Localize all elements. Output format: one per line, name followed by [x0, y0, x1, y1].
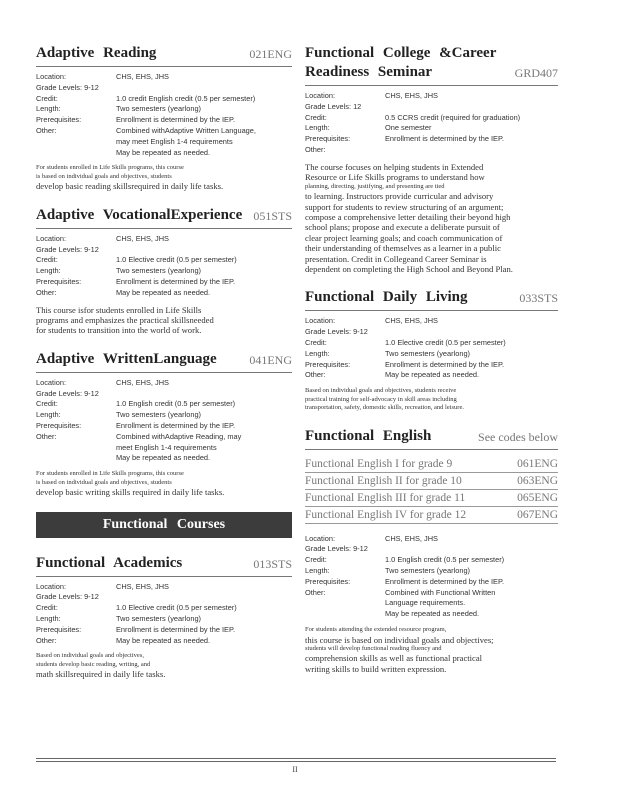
- info-value: [385, 555, 558, 566]
- info-value-line: Enrollment is determined by the IEP.: [116, 420, 235, 430]
- info-row: [305, 327, 558, 338]
- info-label: Location:: [305, 533, 335, 543]
- description-line: presentation. Credit in Collegeand Career Seminar is: [305, 253, 487, 264]
- info-row: [36, 421, 292, 432]
- course-code: 041ENG: [249, 352, 292, 367]
- info-value-line: Enrollment is determined by the IEP.: [385, 134, 504, 144]
- footer-line: [36, 761, 556, 762]
- info-value: [385, 338, 558, 349]
- course-functional-college-career-readiness: [305, 44, 558, 274]
- course-title: Functional English: [305, 427, 432, 444]
- info-row: [305, 370, 558, 381]
- info-row: [305, 544, 558, 555]
- info-value-line: 1.0 Elective credit (0.5 per semester): [116, 255, 237, 265]
- description-line: math skillsrequired in daily life tasks.: [36, 669, 166, 680]
- info-label: Other:: [36, 431, 57, 441]
- description-line: This course isfor students enrolled in Life Skills: [36, 304, 202, 315]
- info-value: [116, 582, 292, 593]
- course-functional-daily-living: [305, 288, 558, 412]
- info-label: Prerequisites:: [305, 134, 351, 144]
- info-value: [116, 614, 292, 625]
- info-value-line: Two semesters (yearlong): [385, 348, 471, 358]
- course-header: [305, 427, 558, 450]
- grade-course-name: Functional English II for grade 10: [305, 474, 462, 487]
- info-value: [99, 83, 292, 94]
- info-value-line: 1.0 Elective credit (0.5 per semester): [116, 603, 237, 613]
- grade-course-code: 067ENG: [517, 508, 558, 521]
- info-value-line: May be repeated as needed.: [116, 287, 211, 297]
- info-value: [385, 91, 558, 102]
- info-label: Grade Levels: 9-12: [36, 82, 99, 92]
- grade-course-code: 061ENG: [517, 457, 558, 470]
- info-row: [305, 316, 558, 327]
- description-line: this course is based on individual goals and objectives;: [305, 634, 494, 645]
- info-value-line: Combined withAdaptive Reading, may: [116, 431, 242, 441]
- page-number: II: [292, 765, 298, 774]
- info-value-line: Language requirements.: [385, 598, 466, 608]
- info-row: [305, 123, 558, 134]
- info-row: [36, 83, 292, 94]
- info-label: Other:: [305, 144, 326, 154]
- info-value: [116, 378, 292, 389]
- course-title: Readiness Seminar: [305, 64, 433, 80]
- course-description: [36, 164, 292, 191]
- info-value-line: 0.5 CCRS credit (required for graduation): [385, 112, 521, 122]
- info-value-line: Two semesters (yearlong): [116, 410, 202, 420]
- info-value: [99, 389, 292, 400]
- description-line: For students attending the extended resource program,: [305, 626, 447, 633]
- info-value: [361, 102, 558, 113]
- info-value: [116, 234, 292, 245]
- info-value-line: Two semesters (yearlong): [116, 104, 202, 114]
- footer-line: [36, 758, 556, 759]
- info-label: Grade Levels: 9-12: [36, 592, 99, 602]
- info-value-line: Enrollment is determined by the IEP.: [116, 115, 235, 125]
- info-value-line: Combined with Functional Written: [385, 587, 496, 597]
- course-info: [305, 534, 558, 620]
- course-info: [305, 91, 558, 156]
- info-value: [116, 277, 292, 288]
- course-title: Adaptive VocationalExperience: [36, 206, 243, 223]
- info-value-line: Enrollment is determined by the IEP.: [385, 359, 504, 369]
- info-label: Credit:: [36, 255, 58, 265]
- info-row: [36, 126, 292, 158]
- info-value-line: Enrollment is determined by the IEP.: [116, 276, 235, 286]
- info-value-line: One semester: [385, 123, 432, 133]
- info-row: [36, 603, 292, 614]
- info-value-line: meet English 1-4 requirements: [116, 442, 217, 452]
- info-value: [385, 534, 558, 545]
- course-info: [305, 316, 558, 381]
- description-line: Resource or Life Skills programs to understand how: [305, 172, 485, 183]
- info-label: Grade Levels: 9-12: [36, 388, 99, 398]
- info-row: [305, 566, 558, 577]
- info-label: Prerequisites:: [36, 276, 82, 286]
- info-row: [36, 277, 292, 288]
- info-value: [116, 603, 292, 614]
- course-title: Functional Daily Living: [305, 289, 468, 306]
- info-label: Location:: [305, 91, 335, 100]
- info-value: [116, 288, 292, 299]
- course-header: [36, 44, 292, 67]
- course-header: [305, 288, 558, 311]
- grade-code-row: [305, 473, 558, 490]
- info-value: [116, 255, 292, 266]
- info-row: [36, 399, 292, 410]
- description-line: For students enrolled in Life Skills programs, this course: [36, 470, 184, 478]
- footer-rule: [36, 758, 556, 762]
- course-adaptive-written-language: [36, 350, 292, 498]
- info-label: Length:: [305, 348, 330, 358]
- info-row: [36, 115, 292, 126]
- info-row: [36, 104, 292, 115]
- course-functional-english: [305, 427, 558, 675]
- info-value: [116, 421, 292, 432]
- info-row: [305, 134, 558, 145]
- info-label: Credit:: [36, 399, 58, 409]
- course-code-note: See codes below: [478, 429, 558, 444]
- info-label: Location:: [36, 233, 66, 243]
- course-header: [36, 206, 292, 229]
- info-label: Length:: [305, 123, 330, 133]
- description-line: is based on individual goals and objectives, students: [36, 478, 172, 486]
- grade-course-name: Functional English IV for grade 12: [305, 508, 467, 521]
- info-value: [116, 636, 292, 647]
- info-row: [305, 91, 558, 102]
- info-label: Location:: [36, 581, 66, 591]
- info-value: [116, 399, 292, 410]
- info-value-line: CHS, EHS, JHS: [385, 533, 438, 543]
- course-code: 051STS: [253, 208, 292, 223]
- info-row: [305, 349, 558, 360]
- info-value: [116, 410, 292, 421]
- info-row: [305, 577, 558, 588]
- info-value-line: May be repeated as needed.: [116, 635, 211, 645]
- info-value-line: CHS, EHS, JHS: [116, 377, 169, 387]
- description-line: for students to transition into the world of work.: [36, 325, 202, 336]
- info-label: Grade Levels: 9-12: [305, 544, 368, 554]
- info-label: Grade Levels: 9-12: [305, 327, 368, 337]
- course-code: 033STS: [519, 291, 558, 306]
- info-label: Other:: [36, 125, 57, 135]
- info-value-line: CHS, EHS, JHS: [116, 581, 169, 591]
- info-value-line: Enrollment is determined by the IEP.: [116, 624, 235, 634]
- info-value-line: CHS, EHS, JHS: [385, 316, 438, 326]
- course-header: [36, 554, 292, 577]
- info-value-line: Two semesters (yearlong): [385, 566, 471, 576]
- info-value-line: Two semesters (yearlong): [116, 266, 202, 276]
- info-row: [36, 625, 292, 636]
- info-label: Grade Levels: 9-12: [36, 244, 99, 254]
- info-label: Prerequisites:: [36, 420, 82, 430]
- description-line: The course focuses on helping students in Extended: [305, 161, 484, 172]
- info-value-line: 1.0 credit English credit (0.5 per semester): [116, 93, 256, 103]
- description-line: support for students to review structuring of an argument;: [305, 201, 504, 212]
- info-row: [36, 378, 292, 389]
- info-value: [99, 245, 292, 256]
- info-label: Location:: [305, 316, 335, 326]
- info-label: Credit:: [36, 93, 58, 103]
- info-value: [116, 625, 292, 636]
- course-functional-academics: [36, 554, 292, 680]
- course-info: [36, 378, 292, 464]
- course-adaptive-reading: [36, 44, 292, 192]
- course-adaptive-vocational-experience: [36, 206, 292, 336]
- info-row: [305, 534, 558, 545]
- info-row: [36, 234, 292, 245]
- info-value: [368, 544, 558, 555]
- description-line: dependent on completing the High School and Beyond Plan.: [305, 263, 513, 274]
- info-value-line: 1.0 Elective credit (0.5 per semester): [385, 337, 506, 347]
- info-value-line: 1.0 English credit (0.5 per semester): [116, 399, 236, 409]
- course-code: 013STS: [253, 556, 292, 571]
- info-row: [36, 636, 292, 647]
- grade-code-row: [305, 456, 558, 473]
- info-value-line: Two semesters (yearlong): [116, 613, 202, 623]
- course-description: [36, 652, 292, 679]
- grade-code-row: [305, 507, 558, 524]
- description-line: clear project learning goals; and coach communication of: [305, 232, 503, 243]
- info-value-line: Enrollment is determined by the IEP.: [385, 576, 504, 586]
- info-row: [36, 410, 292, 421]
- info-row: [36, 614, 292, 625]
- info-label: Prerequisites:: [36, 115, 82, 125]
- description-line: their understanding of themselves as a learner in a public: [305, 243, 501, 254]
- info-value: [385, 349, 558, 360]
- info-value: [326, 145, 558, 156]
- info-value: [116, 94, 292, 105]
- course-description: [305, 626, 558, 674]
- info-label: Other:: [305, 370, 326, 380]
- description-line: programs and emphasizes the practical skillsneeded: [36, 314, 214, 325]
- info-row: [36, 288, 292, 299]
- description-line: practical training for self-advocacy in skill areas including: [305, 395, 457, 403]
- description-line: transportation, safety, domestic skills, recreation, and leisure.: [305, 404, 464, 412]
- info-value-line: May be repeated as needed.: [116, 453, 211, 463]
- info-value-line: 1.0 English credit (0.5 per semester): [385, 555, 505, 565]
- info-row: [305, 145, 558, 156]
- description-line: to learning. Instructors provide curricular and advisory: [305, 191, 494, 202]
- info-row: [36, 582, 292, 593]
- info-row: [36, 432, 292, 464]
- info-value: [99, 592, 292, 603]
- info-label: Other:: [36, 635, 57, 645]
- description-line: is based on individual goals and objectives, students: [36, 172, 172, 180]
- info-label: Credit:: [36, 603, 58, 613]
- info-label: Prerequisites:: [36, 624, 82, 634]
- course-description: [305, 387, 558, 413]
- info-value: [385, 577, 558, 588]
- description-line: Based on individual goals and objectives, students receive: [305, 387, 457, 395]
- info-value: [385, 370, 558, 381]
- section-banner-functional-courses: Functional Courses: [36, 512, 292, 538]
- description-line: develop basic reading skillsrequired in daily life tasks.: [36, 181, 224, 192]
- info-value: [385, 123, 558, 134]
- info-label: Length:: [36, 410, 61, 420]
- info-value-line: may meet English 1-4 requirements: [116, 136, 233, 146]
- info-value: [116, 72, 292, 83]
- info-value-line: CHS, EHS, JHS: [385, 91, 438, 100]
- course-title: Functional Academics: [36, 554, 183, 571]
- info-row: [305, 360, 558, 371]
- info-value: [116, 115, 292, 126]
- info-label: Credit:: [305, 337, 327, 347]
- course-description: [36, 470, 292, 497]
- info-value: [385, 588, 558, 620]
- info-label: Credit:: [305, 555, 327, 565]
- info-label: Location:: [36, 377, 66, 387]
- info-label: Length:: [305, 566, 330, 576]
- right-column: [305, 44, 558, 688]
- course-title: Adaptive Reading: [36, 45, 157, 61]
- info-value-line: May be repeated as needed.: [116, 147, 211, 157]
- course-title-line-1: Functional College &Career: [305, 45, 497, 61]
- info-label: Length:: [36, 266, 61, 276]
- description-line: school plans; propose and execute a deliberate pursuit of: [305, 222, 500, 233]
- info-label: Length:: [36, 104, 61, 114]
- description-line: students will develop functional reading fluency and: [305, 644, 442, 652]
- info-row: [305, 113, 558, 124]
- info-row: [305, 338, 558, 349]
- grade-course-name: Functional English I for grade 9: [305, 457, 453, 470]
- info-value: [385, 316, 558, 327]
- info-row: [36, 255, 292, 266]
- info-value-line: CHS, EHS, JHS: [116, 72, 169, 81]
- info-row: [36, 592, 292, 603]
- description-line: For students enrolled in Life Skills programs, this course: [36, 164, 184, 172]
- course-code: 021ENG: [249, 47, 292, 61]
- grade-code-list: [305, 456, 558, 524]
- description-line: compose a comprehensive letter detailing their beyond high: [305, 211, 511, 222]
- course-code: GRD407: [514, 66, 558, 80]
- info-row: [305, 555, 558, 566]
- course-info: [36, 72, 292, 158]
- info-label: Other:: [305, 587, 326, 597]
- info-row: [36, 72, 292, 83]
- info-value-line: May be repeated as needed.: [385, 370, 480, 380]
- info-label: Location:: [36, 72, 66, 81]
- grade-course-name: Functional English III for grade 11: [305, 491, 466, 504]
- info-row: [36, 94, 292, 105]
- course-header: [36, 350, 292, 373]
- course-description: [36, 305, 292, 336]
- info-value: [116, 126, 292, 158]
- info-value: [385, 566, 558, 577]
- left-column: [36, 44, 292, 694]
- info-label: Grade Levels: 12: [305, 101, 362, 111]
- description-line: comprehension skills as well as functional practical: [305, 653, 483, 664]
- info-value-line: Combined withAdaptive Written Language,: [116, 125, 256, 135]
- info-value: [385, 360, 558, 371]
- info-row: [305, 102, 558, 113]
- info-value: [116, 432, 292, 464]
- course-info: [36, 234, 292, 299]
- info-label: Length:: [36, 613, 61, 623]
- info-label: Prerequisites:: [305, 576, 351, 586]
- info-value-line: May be repeated as needed.: [385, 609, 480, 619]
- info-value: [116, 266, 292, 277]
- info-value: [385, 134, 558, 145]
- course-title: Adaptive WrittenLanguage: [36, 350, 217, 367]
- info-value-line: CHS, EHS, JHS: [116, 233, 169, 243]
- course-header: [305, 63, 558, 86]
- grade-code-row: [305, 490, 558, 507]
- description-line: develop basic writing skills required in daily life tasks.: [36, 487, 225, 498]
- description-line: writing skills to build written expression.: [305, 663, 447, 674]
- info-row: [36, 389, 292, 400]
- course-description: [305, 162, 558, 275]
- info-label: Prerequisites:: [305, 359, 351, 369]
- grade-course-code: 065ENG: [517, 491, 558, 504]
- info-label: Other:: [36, 287, 57, 297]
- info-value: [385, 113, 558, 124]
- info-label: Credit:: [305, 112, 327, 122]
- grade-course-code: 063ENG: [517, 474, 558, 487]
- info-row: [36, 245, 292, 256]
- course-info: [36, 582, 292, 647]
- info-value: [116, 104, 292, 115]
- description-line: students develop basic reading, writing, and: [36, 660, 151, 668]
- info-row: [305, 588, 558, 620]
- description-line: planning, directing, justifying, and presenting are tied: [305, 182, 445, 190]
- description-line: Based on individual goals and objectives,: [36, 652, 144, 660]
- info-row: [36, 266, 292, 277]
- info-value: [368, 327, 558, 338]
